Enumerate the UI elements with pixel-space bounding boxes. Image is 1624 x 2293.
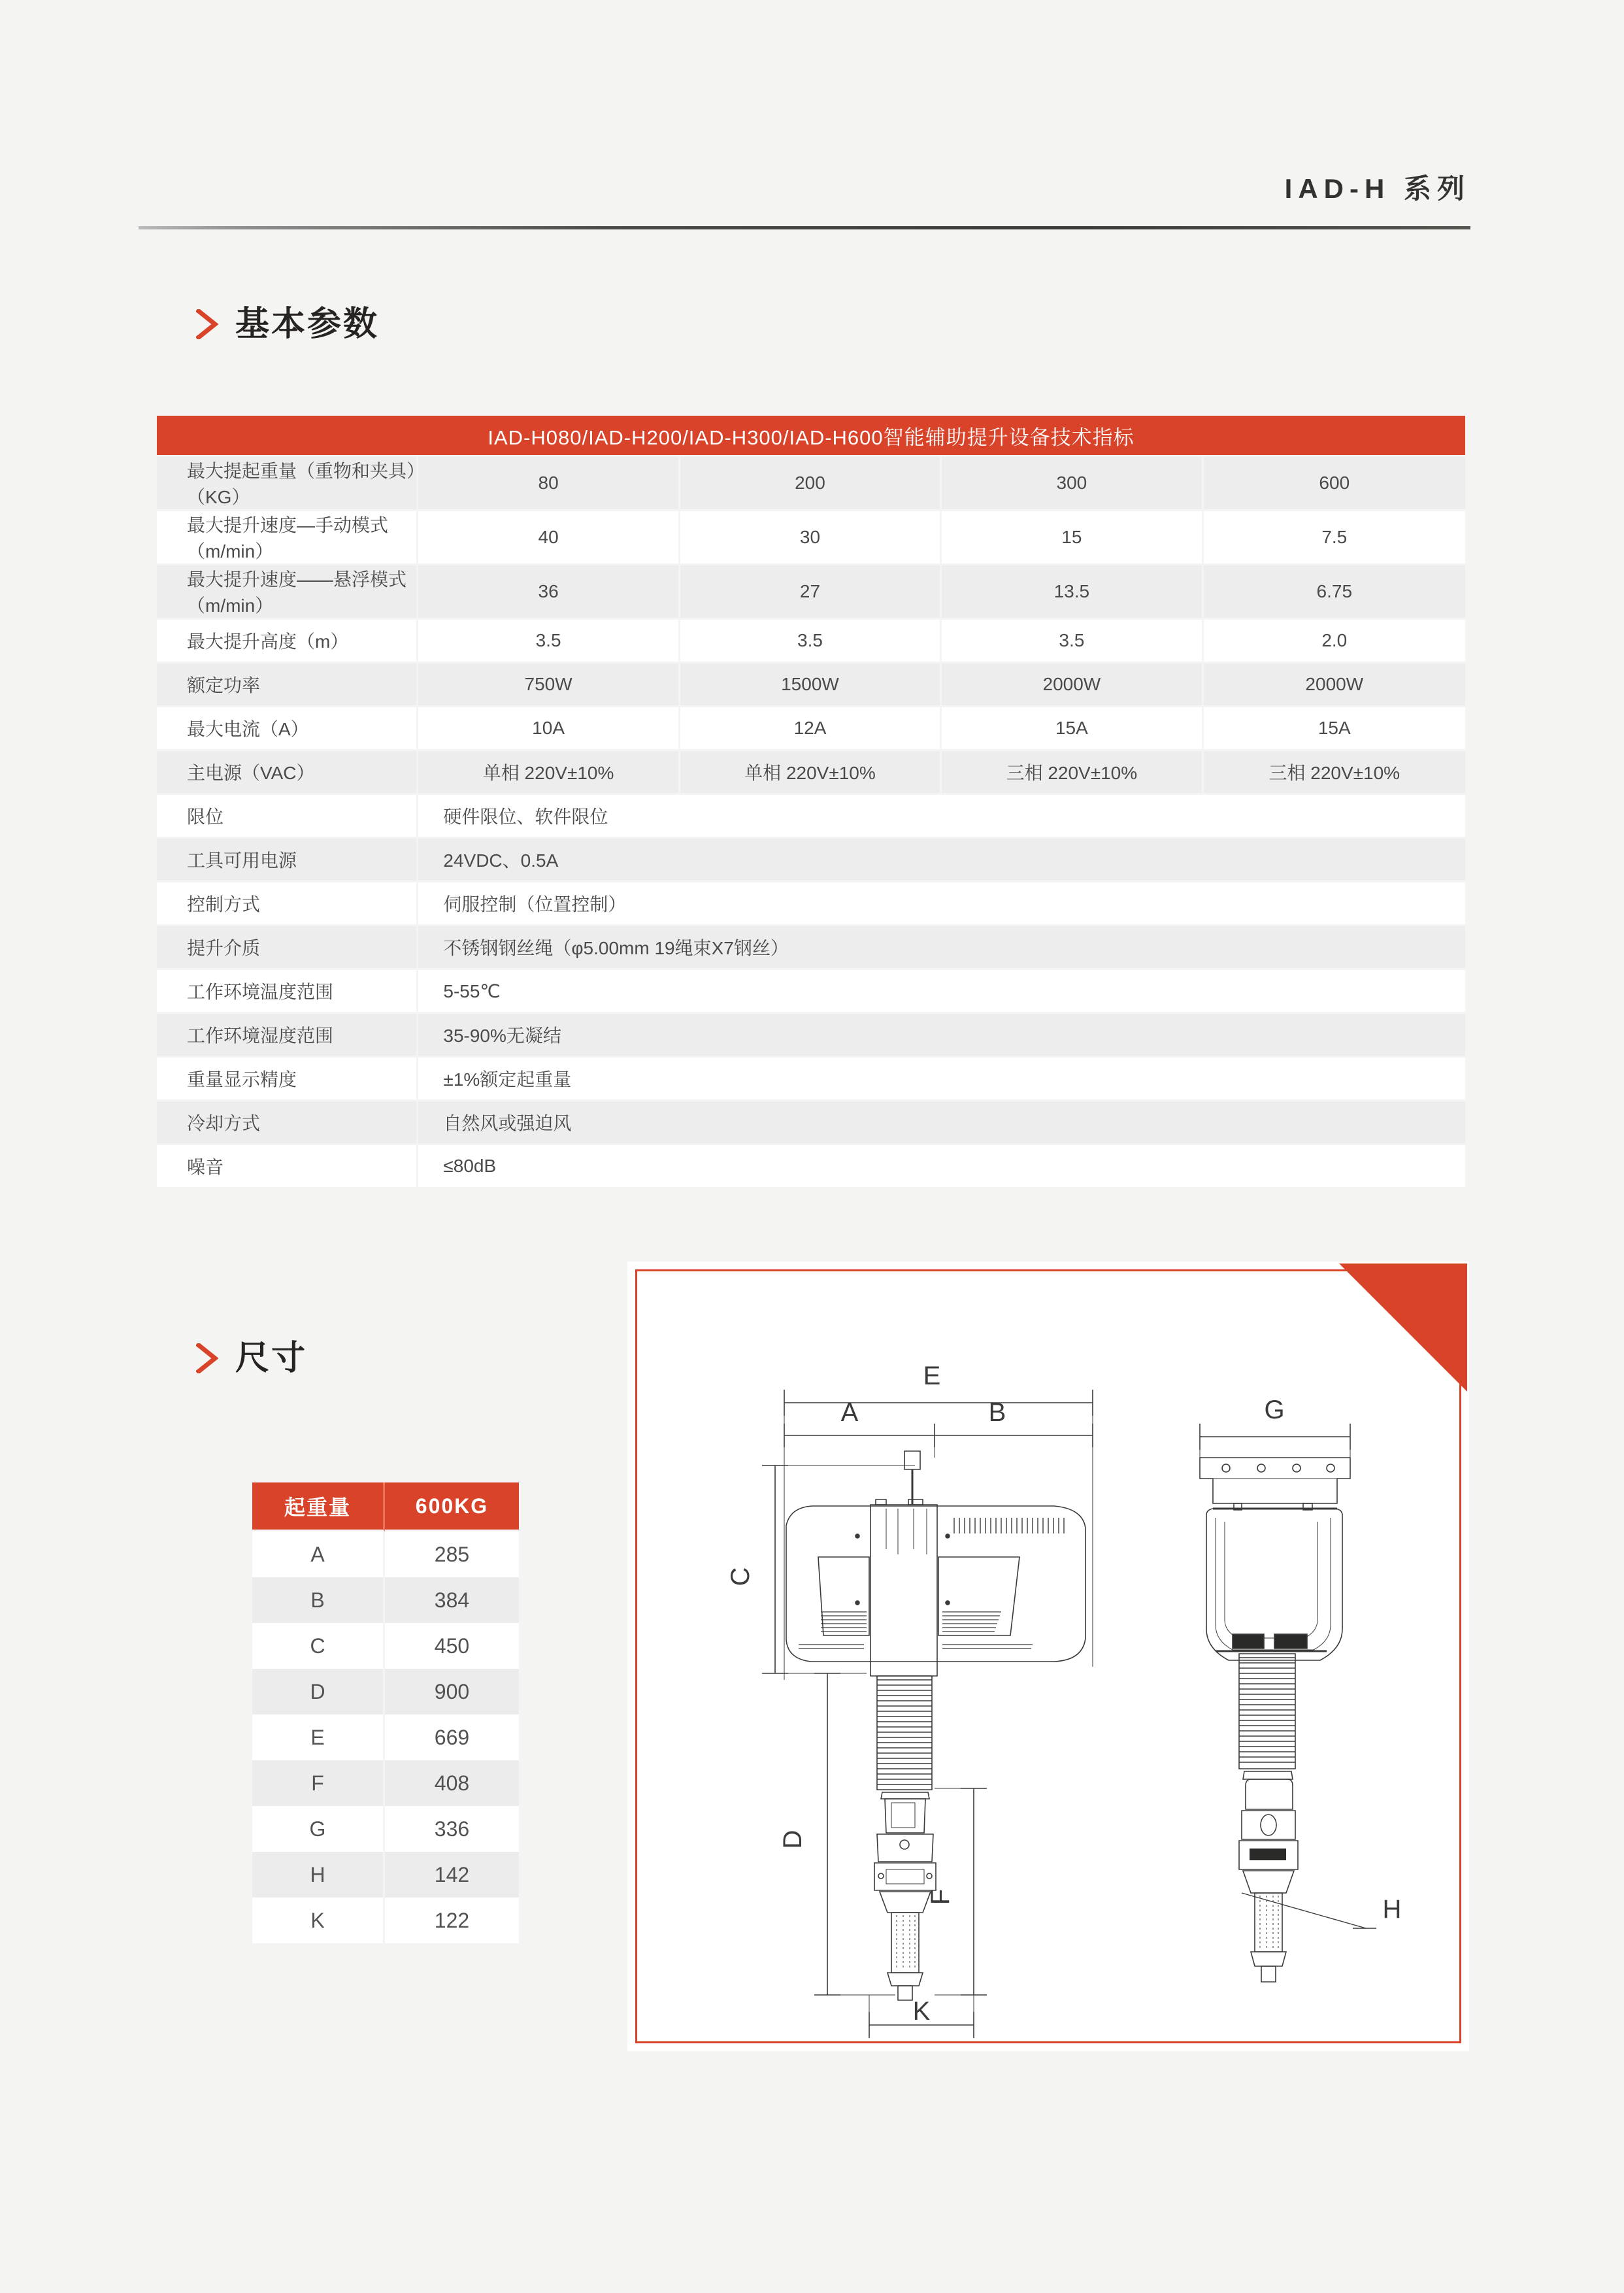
spec-row-label: 最大提升速度——悬浮模式（m/min） <box>157 565 418 620</box>
spec-row-label: 限位 <box>157 795 418 839</box>
spec-row-value-merged: 5-55℃ <box>418 970 1465 1014</box>
spec-row-value: 三相 220V±10% <box>942 751 1203 795</box>
dimension-key: E <box>252 1715 385 1760</box>
dimension-header-600kg: 600KG <box>385 1482 519 1531</box>
spec-row-value: 200 <box>680 457 942 511</box>
specification-table <box>157 416 1465 1189</box>
dimension-value: 408 <box>385 1760 519 1806</box>
spec-row-value: 36 <box>418 565 680 620</box>
spec-row-value-merged: 35-90%无凝结 <box>418 1014 1465 1058</box>
table-row <box>157 663 1465 707</box>
list-item <box>252 1852 519 1898</box>
dimension-key: G <box>252 1806 385 1852</box>
spec-row-value: 2000W <box>942 663 1203 707</box>
spec-row-value: 三相 220V±10% <box>1204 751 1465 795</box>
table-row <box>157 620 1465 663</box>
dim-label-A: A <box>840 1398 859 1427</box>
dimension-value: 900 <box>385 1669 519 1715</box>
table-row <box>157 1058 1465 1101</box>
list-item <box>252 1577 519 1623</box>
spec-row-value-merged: 硬件限位、软件限位 <box>418 795 1465 839</box>
dim-label-C: C <box>726 1567 755 1586</box>
list-item <box>252 1669 519 1715</box>
spec-row-label: 工作环境湿度范围 <box>157 1014 418 1058</box>
spec-row-label: 最大提升速度—手动模式（m/min） <box>157 511 418 565</box>
table-row <box>157 751 1465 795</box>
spec-row-label: 主电源（VAC） <box>157 751 418 795</box>
dimension-key: A <box>252 1531 385 1577</box>
dim-label-E: E <box>923 1362 941 1390</box>
dimension-value: 285 <box>385 1531 519 1577</box>
spec-row-value: 15 <box>942 511 1203 565</box>
section-title-dimensions: 尺寸 <box>235 1339 308 1377</box>
table-row <box>157 795 1465 839</box>
spec-row-label: 冷却方式 <box>157 1101 418 1145</box>
spec-row-label: 工具可用电源 <box>157 839 418 882</box>
list-item <box>252 1806 519 1852</box>
dimension-value: 669 <box>385 1715 519 1760</box>
chevron-right-icon <box>196 1343 218 1373</box>
spec-row-value: 10A <box>418 707 680 751</box>
spec-row-value-merged: ≤80dB <box>418 1145 1465 1189</box>
spec-row-value: 40 <box>418 511 680 565</box>
table-row <box>157 882 1465 926</box>
spec-row-label: 额定功率 <box>157 663 418 707</box>
spec-row-value: 1500W <box>680 663 942 707</box>
table-row <box>157 839 1465 882</box>
spec-row-value: 3.5 <box>418 620 680 663</box>
table-row <box>157 511 1465 565</box>
spec-row-label: 最大提升高度（m） <box>157 620 418 663</box>
technical-drawing-svg <box>627 1262 1469 2051</box>
spec-row-value: 300 <box>942 457 1203 511</box>
dimension-value: 384 <box>385 1577 519 1623</box>
table-row <box>157 926 1465 970</box>
table-row <box>157 970 1465 1014</box>
dimension-key: D <box>252 1669 385 1715</box>
spec-table-banner-row <box>157 416 1465 457</box>
spec-row-label: 噪音 <box>157 1145 418 1189</box>
dimension-value: 122 <box>385 1898 519 1943</box>
spec-row-value: 27 <box>680 565 942 620</box>
spec-row-value-merged: ±1%额定起重量 <box>418 1058 1465 1101</box>
technical-drawing-panel <box>627 1262 1469 2051</box>
spec-row-label: 最大提起重量（重物和夹具）（KG） <box>157 457 418 511</box>
dimension-key: K <box>252 1898 385 1943</box>
dim-label-B: B <box>988 1398 1006 1427</box>
spec-row-value-merged: 24VDC、0.5A <box>418 839 1465 882</box>
spec-row-value-merged: 伺服控制（位置控制） <box>418 882 1465 926</box>
dim-label-H: H <box>1382 1895 1402 1924</box>
dimension-header-capacity: 起重量 <box>252 1482 385 1531</box>
table-row <box>157 565 1465 620</box>
dim-label-G: G <box>1264 1396 1285 1424</box>
spec-row-value: 2000W <box>1204 663 1465 707</box>
header-divider <box>139 226 1470 229</box>
spec-row-value: 单相 220V±10% <box>418 751 680 795</box>
dimension-value: 142 <box>385 1852 519 1898</box>
spec-row-value: 单相 220V±10% <box>680 751 942 795</box>
dim-label-K: K <box>912 1997 931 2026</box>
document-header <box>139 175 1470 241</box>
dim-label-D: D <box>778 1830 807 1849</box>
dimension-table <box>252 1482 519 1943</box>
list-item <box>252 1623 519 1669</box>
dimension-value: 336 <box>385 1806 519 1852</box>
spec-row-value: 2.0 <box>1204 620 1465 663</box>
spec-row-value: 7.5 <box>1204 511 1465 565</box>
spec-row-value: 750W <box>418 663 680 707</box>
list-item <box>252 1898 519 1943</box>
header-series-title: IAD-H 系列 <box>1284 173 1470 204</box>
spec-row-value-merged: 不锈钢钢丝绳（φ5.00mm 19绳束X7钢丝） <box>418 926 1465 970</box>
dimension-value: 450 <box>385 1623 519 1669</box>
spec-row-value: 3.5 <box>942 620 1203 663</box>
section-heading-basic-parameters <box>196 307 379 341</box>
spec-row-value: 6.75 <box>1204 565 1465 620</box>
list-item <box>252 1715 519 1760</box>
spec-row-label: 控制方式 <box>157 882 418 926</box>
section-heading-dimensions <box>196 1341 307 1375</box>
list-item <box>252 1531 519 1577</box>
table-row <box>157 1101 1465 1145</box>
dim-label-F: F <box>926 1888 955 1905</box>
dimension-key: F <box>252 1760 385 1806</box>
spec-row-label: 提升介质 <box>157 926 418 970</box>
spec-row-value: 600 <box>1204 457 1465 511</box>
table-row <box>157 457 1465 511</box>
table-row <box>157 1014 1465 1058</box>
spec-table-banner: IAD-H080/IAD-H200/IAD-H300/IAD-H600智能辅助提升设备技术指标 <box>157 416 1465 457</box>
spec-row-value: 3.5 <box>680 620 942 663</box>
spec-row-label: 工作环境温度范围 <box>157 970 418 1014</box>
dimension-table-header-row <box>252 1482 519 1531</box>
spec-row-value: 15A <box>1204 707 1465 751</box>
chevron-right-icon <box>196 309 218 339</box>
spec-row-label: 最大电流（A） <box>157 707 418 751</box>
dimension-key: H <box>252 1852 385 1898</box>
dimension-key: C <box>252 1623 385 1669</box>
list-item <box>252 1760 519 1806</box>
spec-row-value-merged: 自然风或强迫风 <box>418 1101 1465 1145</box>
section-title-basic-parameters: 基本参数 <box>235 305 380 343</box>
spec-row-value: 12A <box>680 707 942 751</box>
spec-row-value: 30 <box>680 511 942 565</box>
spec-row-value: 80 <box>418 457 680 511</box>
table-row <box>157 1145 1465 1189</box>
spec-row-value: 13.5 <box>942 565 1203 620</box>
dimension-key: B <box>252 1577 385 1623</box>
spec-row-value: 15A <box>942 707 1203 751</box>
table-row <box>157 707 1465 751</box>
spec-row-label: 重量显示精度 <box>157 1058 418 1101</box>
